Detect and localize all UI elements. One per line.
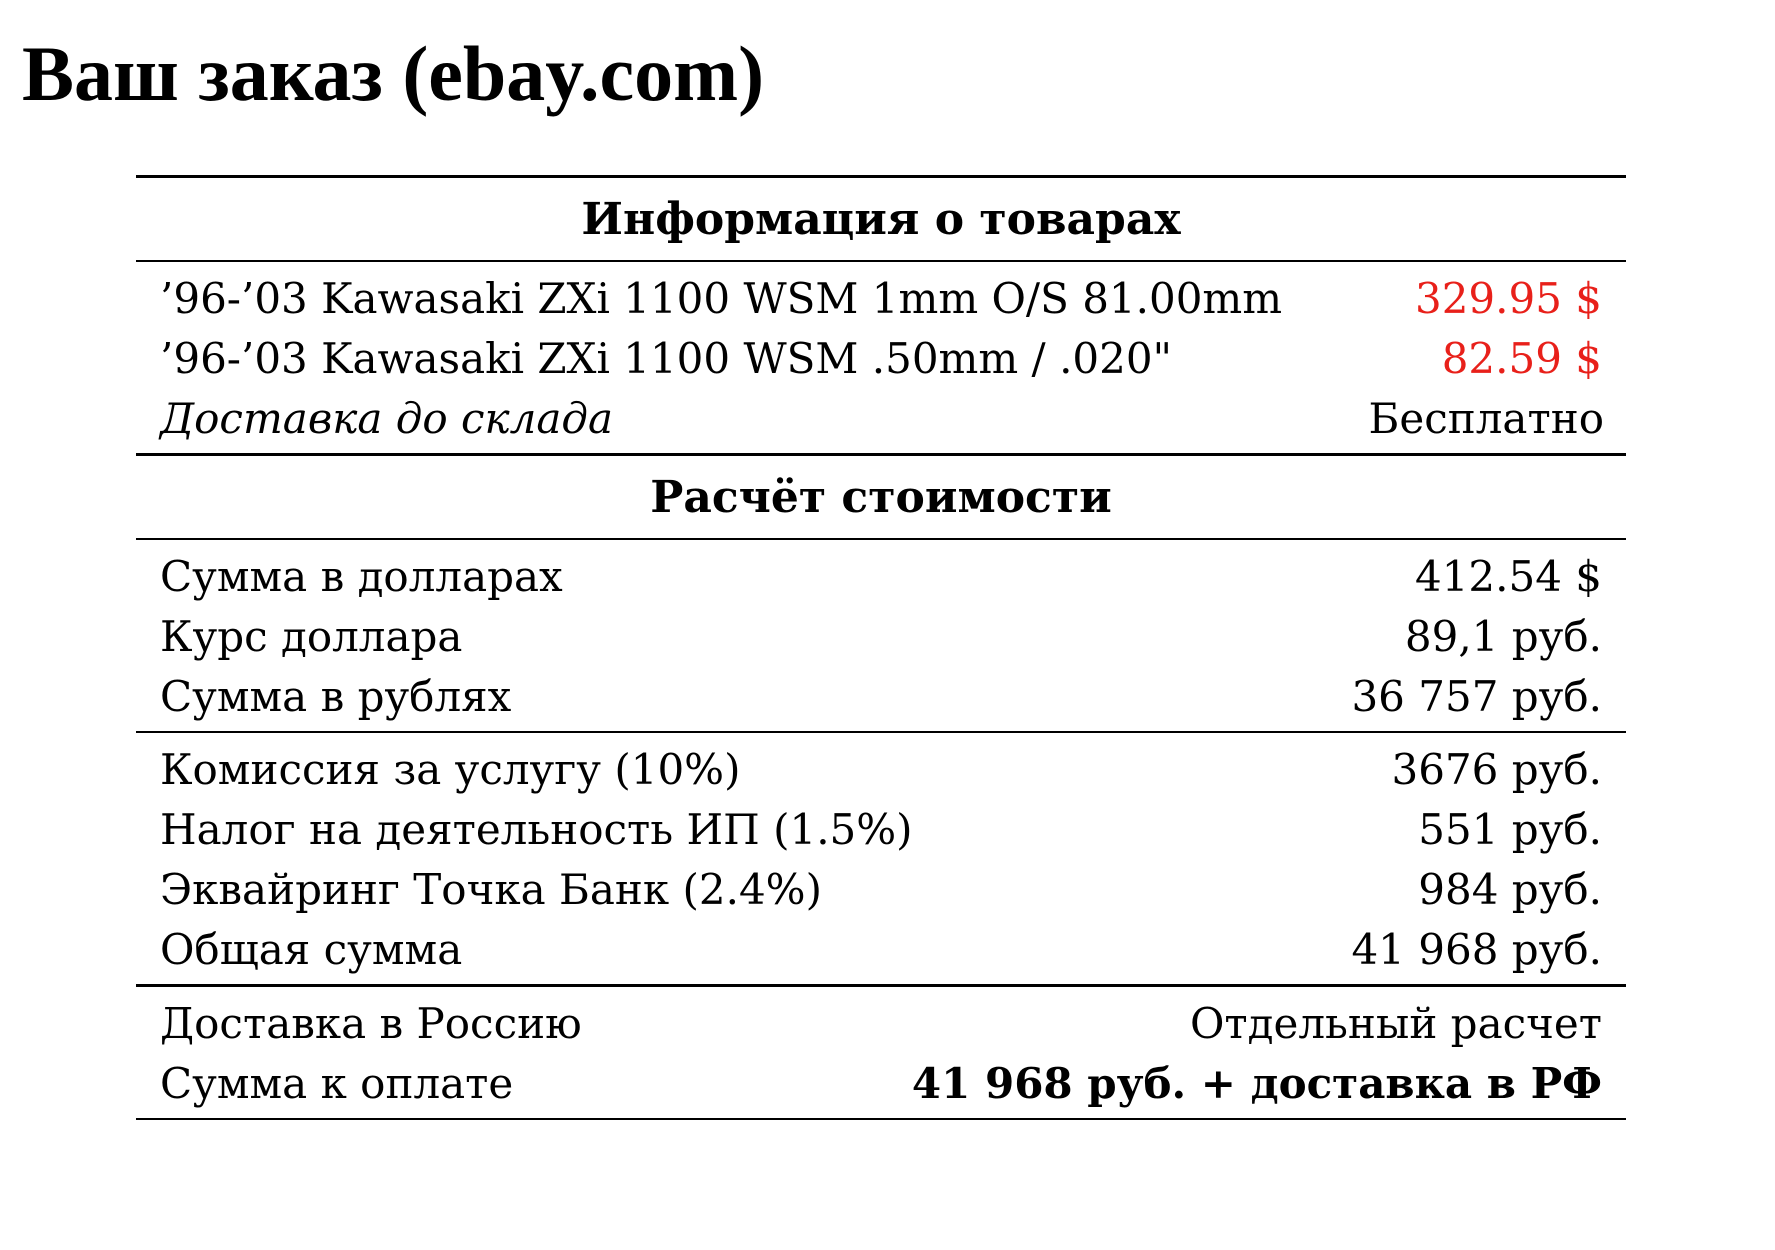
conversion-value: 89,1 руб. [1404,612,1602,661]
conversion-row [136,607,1626,667]
conversion-label: Сумма в долларах [160,552,563,601]
goods-item-price: 82.59 $ [1441,334,1602,383]
conversion-list [136,540,1626,731]
warehouse-delivery-label: Доставка до склада [160,394,614,443]
fee-row [136,740,1626,800]
amount-due-value: 41 968 руб. + доставка в РФ [911,1059,1602,1108]
fee-label: Налог на деятельность ИП (1.5%) [160,805,913,854]
conversion-value: 412.54 $ [1414,552,1602,601]
final-list [136,987,1626,1118]
fee-value: 3676 руб. [1391,745,1602,794]
goods-item [136,329,1626,389]
total-value: 41 968 руб. [1351,925,1602,974]
goods-item-name: ’96-’03 Kawasaki ZXi 1100 WSM .50mm / .020" [160,334,1172,383]
table-bottom-rule [136,1118,1626,1120]
total-label: Общая сумма [160,925,463,974]
page-title: Ваш заказ (ebay.com) [22,30,765,117]
conversion-label: Сумма в рублях [160,672,512,721]
fee-label: Эквайринг Точка Банк (2.4%) [160,865,822,914]
fee-value: 551 руб. [1418,805,1602,854]
goods-item [136,269,1626,329]
russia-delivery-value: Отдельный расчет [1189,999,1602,1048]
calc-section-header: Расчёт стоимости [650,471,1112,523]
fee-label: Комиссия за услугу (10%) [160,745,741,794]
goods-item-price: 329.95 $ [1414,274,1602,323]
conversion-value: 36 757 руб. [1351,672,1602,721]
goods-item-name: ’96-’03 Kawasaki ZXi 1100 WSM 1mm O/S 81.00mm [160,274,1283,323]
amount-due-label: Сумма к оплате [160,1059,514,1108]
fees-list [136,733,1626,984]
goods-section-header: Информация о товарах [581,193,1181,245]
conversion-row [136,667,1626,727]
total-row [136,920,1626,980]
warehouse-delivery-row [136,389,1626,449]
fee-row [136,860,1626,920]
goods-list [136,262,1626,453]
russia-delivery-row [136,994,1626,1054]
warehouse-delivery-value: Бесплатно [1368,394,1604,443]
order-table [136,175,1626,1120]
fee-row [136,800,1626,860]
amount-due-row [136,1054,1626,1114]
russia-delivery-label: Доставка в Россию [160,999,582,1048]
conversion-row [136,547,1626,607]
conversion-label: Курс доллара [160,612,463,661]
fee-value: 984 руб. [1418,865,1602,914]
